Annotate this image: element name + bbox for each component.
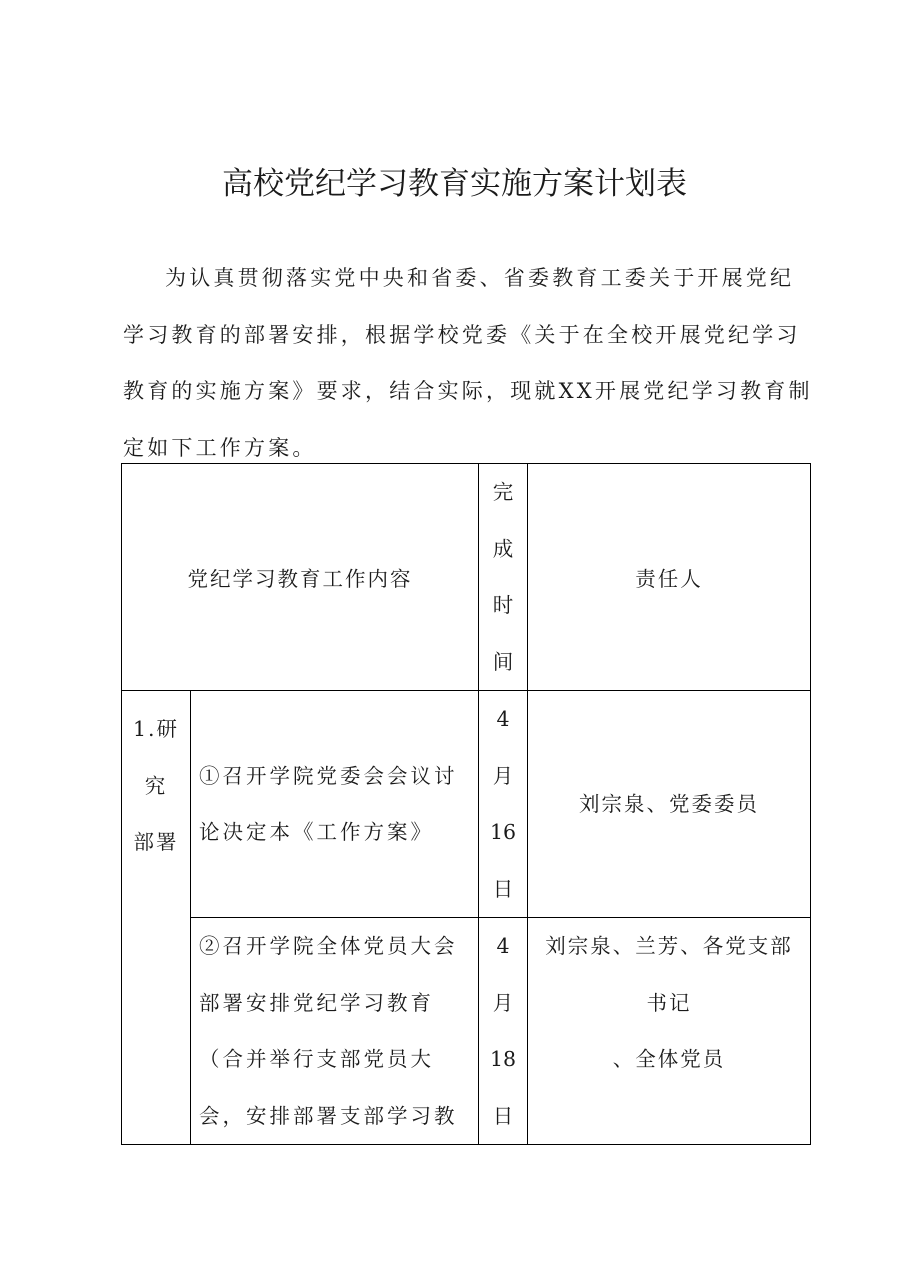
header-time-char: 完 xyxy=(492,480,514,504)
stage-label-line: 1.研 xyxy=(132,717,180,741)
header-time xyxy=(479,464,528,691)
plan-table xyxy=(121,463,811,1145)
person-line: 刘宗泉、兰芳、各党支部 xyxy=(545,934,793,958)
header-person xyxy=(528,464,811,691)
date-char: 4 xyxy=(496,707,510,731)
task-content xyxy=(191,918,479,1145)
stage-label-line: 究 xyxy=(144,773,168,798)
stage-label-line: 部署 xyxy=(133,830,179,854)
task-content-text: ①召开学院党委会会议讨论决定本《工作方案》 xyxy=(199,763,458,844)
task-content-text: ②召开学院全体党员大会部署安排党纪学习教育（合并举行支部党员大会，安排部署支部学习教 xyxy=(199,934,458,1128)
header-content xyxy=(122,464,479,691)
stage-cell xyxy=(122,691,191,1145)
date-char: 日 xyxy=(492,876,514,901)
date-char: 月 xyxy=(492,990,514,1015)
document-title: 高校党纪学习教育实施方案计划表 xyxy=(222,166,687,202)
date-char: 4 xyxy=(496,934,510,958)
table-row xyxy=(122,918,811,1145)
intro-paragraph xyxy=(123,250,813,476)
header-time-char: 间 xyxy=(492,649,514,674)
header-time-char: 时 xyxy=(492,593,514,617)
task-content xyxy=(191,691,479,918)
header-person-label: 责任人 xyxy=(635,567,703,591)
person-line: 书记 xyxy=(646,990,692,1015)
table-row xyxy=(122,691,811,918)
date-char: 18 xyxy=(489,1047,517,1071)
person-line: 刘宗泉、党委委员 xyxy=(579,791,759,816)
intro-text: 为认真贯彻落实党中央和省委、省委教育工委关于开展党纪学习教育的部署安排，根据学校党委《关于在全校开展党纪学习教育的实施方案》要求，结合实际，现就XX开展党纪学习教育制定如下工作方案。 xyxy=(123,266,813,460)
person-line: 、全体党员 xyxy=(612,1047,726,1071)
table-header-row xyxy=(122,464,811,691)
task-date xyxy=(479,691,528,918)
date-char: 16 xyxy=(489,820,517,844)
task-person xyxy=(528,918,811,1145)
header-content-label: 党纪学习教育工作内容 xyxy=(187,567,413,591)
header-time-char: 成 xyxy=(492,536,514,561)
task-date xyxy=(479,918,528,1145)
date-char: 月 xyxy=(492,763,514,788)
date-char: 日 xyxy=(492,1103,514,1128)
task-person xyxy=(528,691,811,918)
